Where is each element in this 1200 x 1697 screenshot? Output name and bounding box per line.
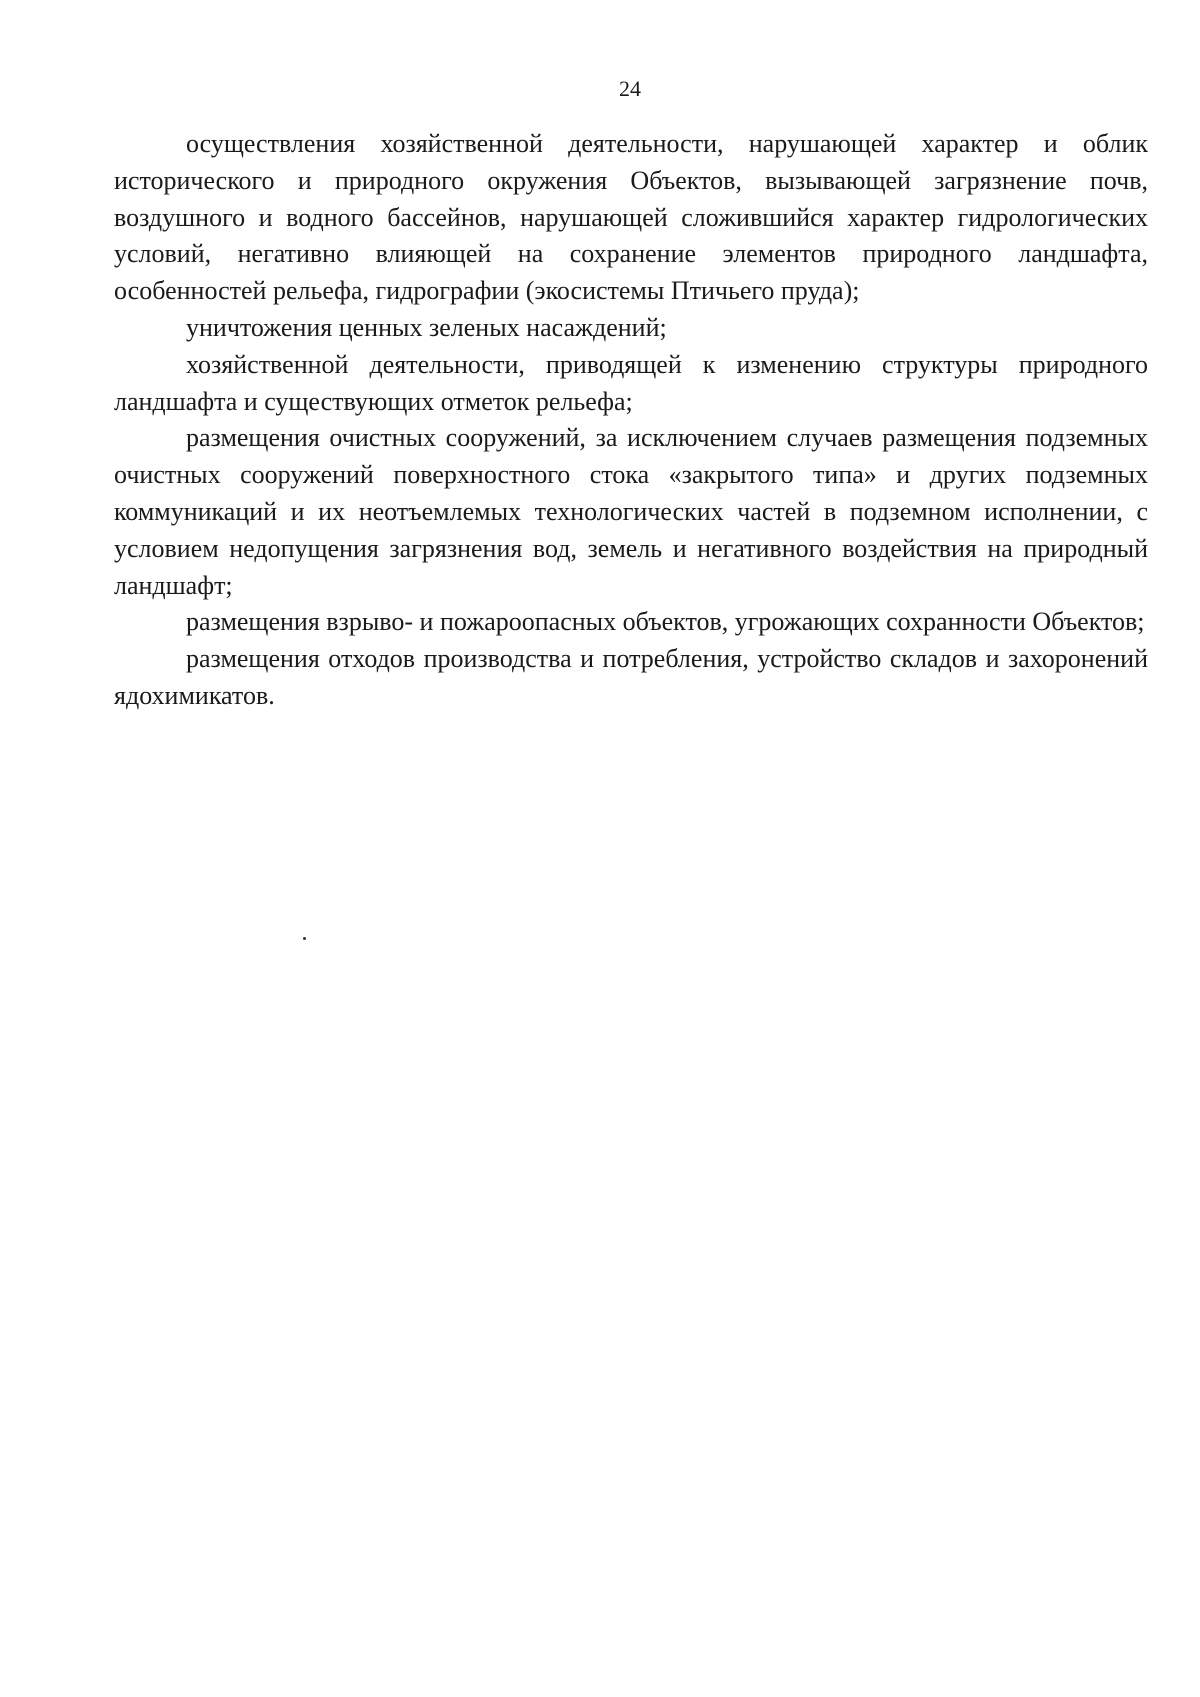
paragraph: уничтожения ценных зеленых насаждений; bbox=[186, 312, 667, 342]
body-text bbox=[114, 126, 1148, 715]
paragraph: размещения очистных сооружений, за исключением случаев размещения подземных очистных сооружений поверхностного стока «закрытого типа» и других подземных коммуникаций и их неотъемлемых технологических частей в подземном исполнении, с условием недопущения загрязнения вод, земель и негативного воздействия на природный ландшафт; bbox=[114, 423, 1148, 600]
scan-dot-mark bbox=[303, 937, 306, 940]
paragraph: размещения отходов производства и потребления, устройство складов и захоронений ядохимикатов. bbox=[114, 644, 1148, 710]
paragraph: размещения взрыво- и пожароопасных объектов, угрожающих сохранности Объектов; bbox=[186, 607, 1145, 637]
paragraph: хозяйственной деятельности, приводящей к изменению структуры природного ландшафта и существующих отметок рельефа; bbox=[114, 349, 1148, 416]
paragraph: осуществления хозяйственной деятельности, нарушающей характер и облик исторического и природного окружения Объектов, вызывающей загрязнение почв, воздушного и водного бассейнов, нарушающей сложившийся характер гидрологических условий, негативно влияющей на сохранение элементов природного ландшафта, особенностей рельефа, гидрографии (экосистемы Птичьего пруда); bbox=[114, 129, 1148, 306]
page-number: 24 bbox=[619, 76, 641, 101]
